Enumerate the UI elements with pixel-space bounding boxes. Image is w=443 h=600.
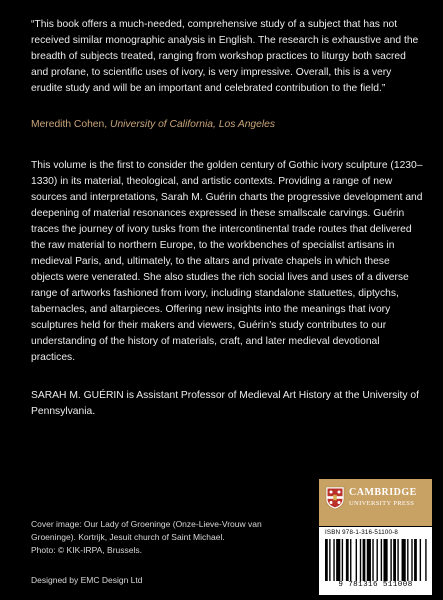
barcode-bar: [425, 539, 426, 581]
publisher-name: CAMBRIDGE: [349, 487, 417, 498]
barcode-bar: [333, 539, 334, 581]
barcode-bar: [411, 539, 412, 581]
quote-attribution: [31, 117, 275, 133]
barcode-bar: [397, 539, 398, 581]
barcode-bar: [407, 539, 408, 581]
barcode-bar: [360, 539, 361, 581]
barcode-bars: [325, 539, 428, 581]
isbn-barcode: [319, 527, 432, 595]
barcode-bar: [414, 539, 417, 581]
barcode-bar: [383, 539, 387, 581]
quote-author: Meredith Cohen,: [31, 119, 108, 130]
author-name: SARAH M. GUÉRIN: [31, 390, 124, 401]
barcode-bar: [367, 539, 371, 581]
barcode-bar: [350, 539, 351, 581]
barcode-bar: [390, 539, 391, 581]
book-description: This volume is the first to consider the golden century of Gothic ivory sculpture (1230–1330) in its material, theological, and artistic contexts. Providing a range of new sources and interpretations, Sarah M. Guérin charts the progressive development and deepening of material resonances expressed in these smallscale carvings. Guérin traces the journey of ivory tusks from the intercontinental trade routes that delivered the raw material to northern Europe, to the workbenches of specialist artisans in medieval Paris, and, ultimately, to the altars and private chapels in which these objects were venerated. She also studies the rich social lives and uses of a diverse range of artworks fashioned from ivory, including standalone statuettes, diptychs, tabernacles, and altarpieces. Offering new insights into the meanings that ivory sculptures held for their makers and viewers, Guérin’s study contributes to our understanding of the history of materials, craft, and later medieval devotional practices.: [31, 160, 423, 363]
designer-credit: Designed by EMC Design Ltd: [31, 575, 143, 585]
author-bio-text: is Assistant Professor of Medieval Art History at the University of Pennsylvania.: [31, 390, 419, 417]
cover-image-credit: [31, 518, 271, 557]
barcode-bar: [342, 539, 343, 581]
barcode-bar: [381, 539, 382, 581]
publisher-subtitle: UNIVERSITY PRESS: [349, 500, 415, 507]
barcode-bar: [420, 539, 421, 581]
barcode-bar: [393, 539, 396, 581]
cover-credit-caption: Cover image: Our Lady of Groeninge (Onze-Lieve-Vrouw van Groeninge). Kortrijk, Jesuit church of Saint Michael.: [31, 519, 262, 542]
isbn-label: ISBN 978-1-316-51100-8: [325, 529, 399, 536]
author-bio: [31, 388, 423, 420]
barcode-bar: [325, 539, 328, 581]
barcode-bar: [336, 539, 340, 581]
barcode-bar: [402, 539, 406, 581]
shield-crest-icon: [325, 486, 345, 510]
barcode-digits: 9 781316 511008: [338, 581, 413, 589]
barcode-bar: [329, 539, 330, 581]
quote-institution: University of California, Los Angeles: [110, 119, 276, 130]
barcode-bar: [377, 539, 378, 581]
publisher-logo: [319, 479, 432, 526]
barcode-bar: [346, 539, 349, 581]
barcode-bar: [372, 539, 373, 581]
cover-credit-photo: Photo: © KIK-IRPA, Brussels.: [31, 545, 142, 555]
barcode-bar: [356, 539, 357, 581]
barcode-bar: [363, 539, 366, 581]
endorsement-quote: “This book offers a much-needed, comprehensive study of a subject that has not received similar monographic analysis in English. The research is exhaustive and the breadth of subjects treated, ranging from workshop practices to liturgy both sacred and profane, to scientific uses of ivory, is very impressive. Overall, this is a very erudite study and will be an important and celebrated contribution to the field.”: [31, 19, 419, 94]
